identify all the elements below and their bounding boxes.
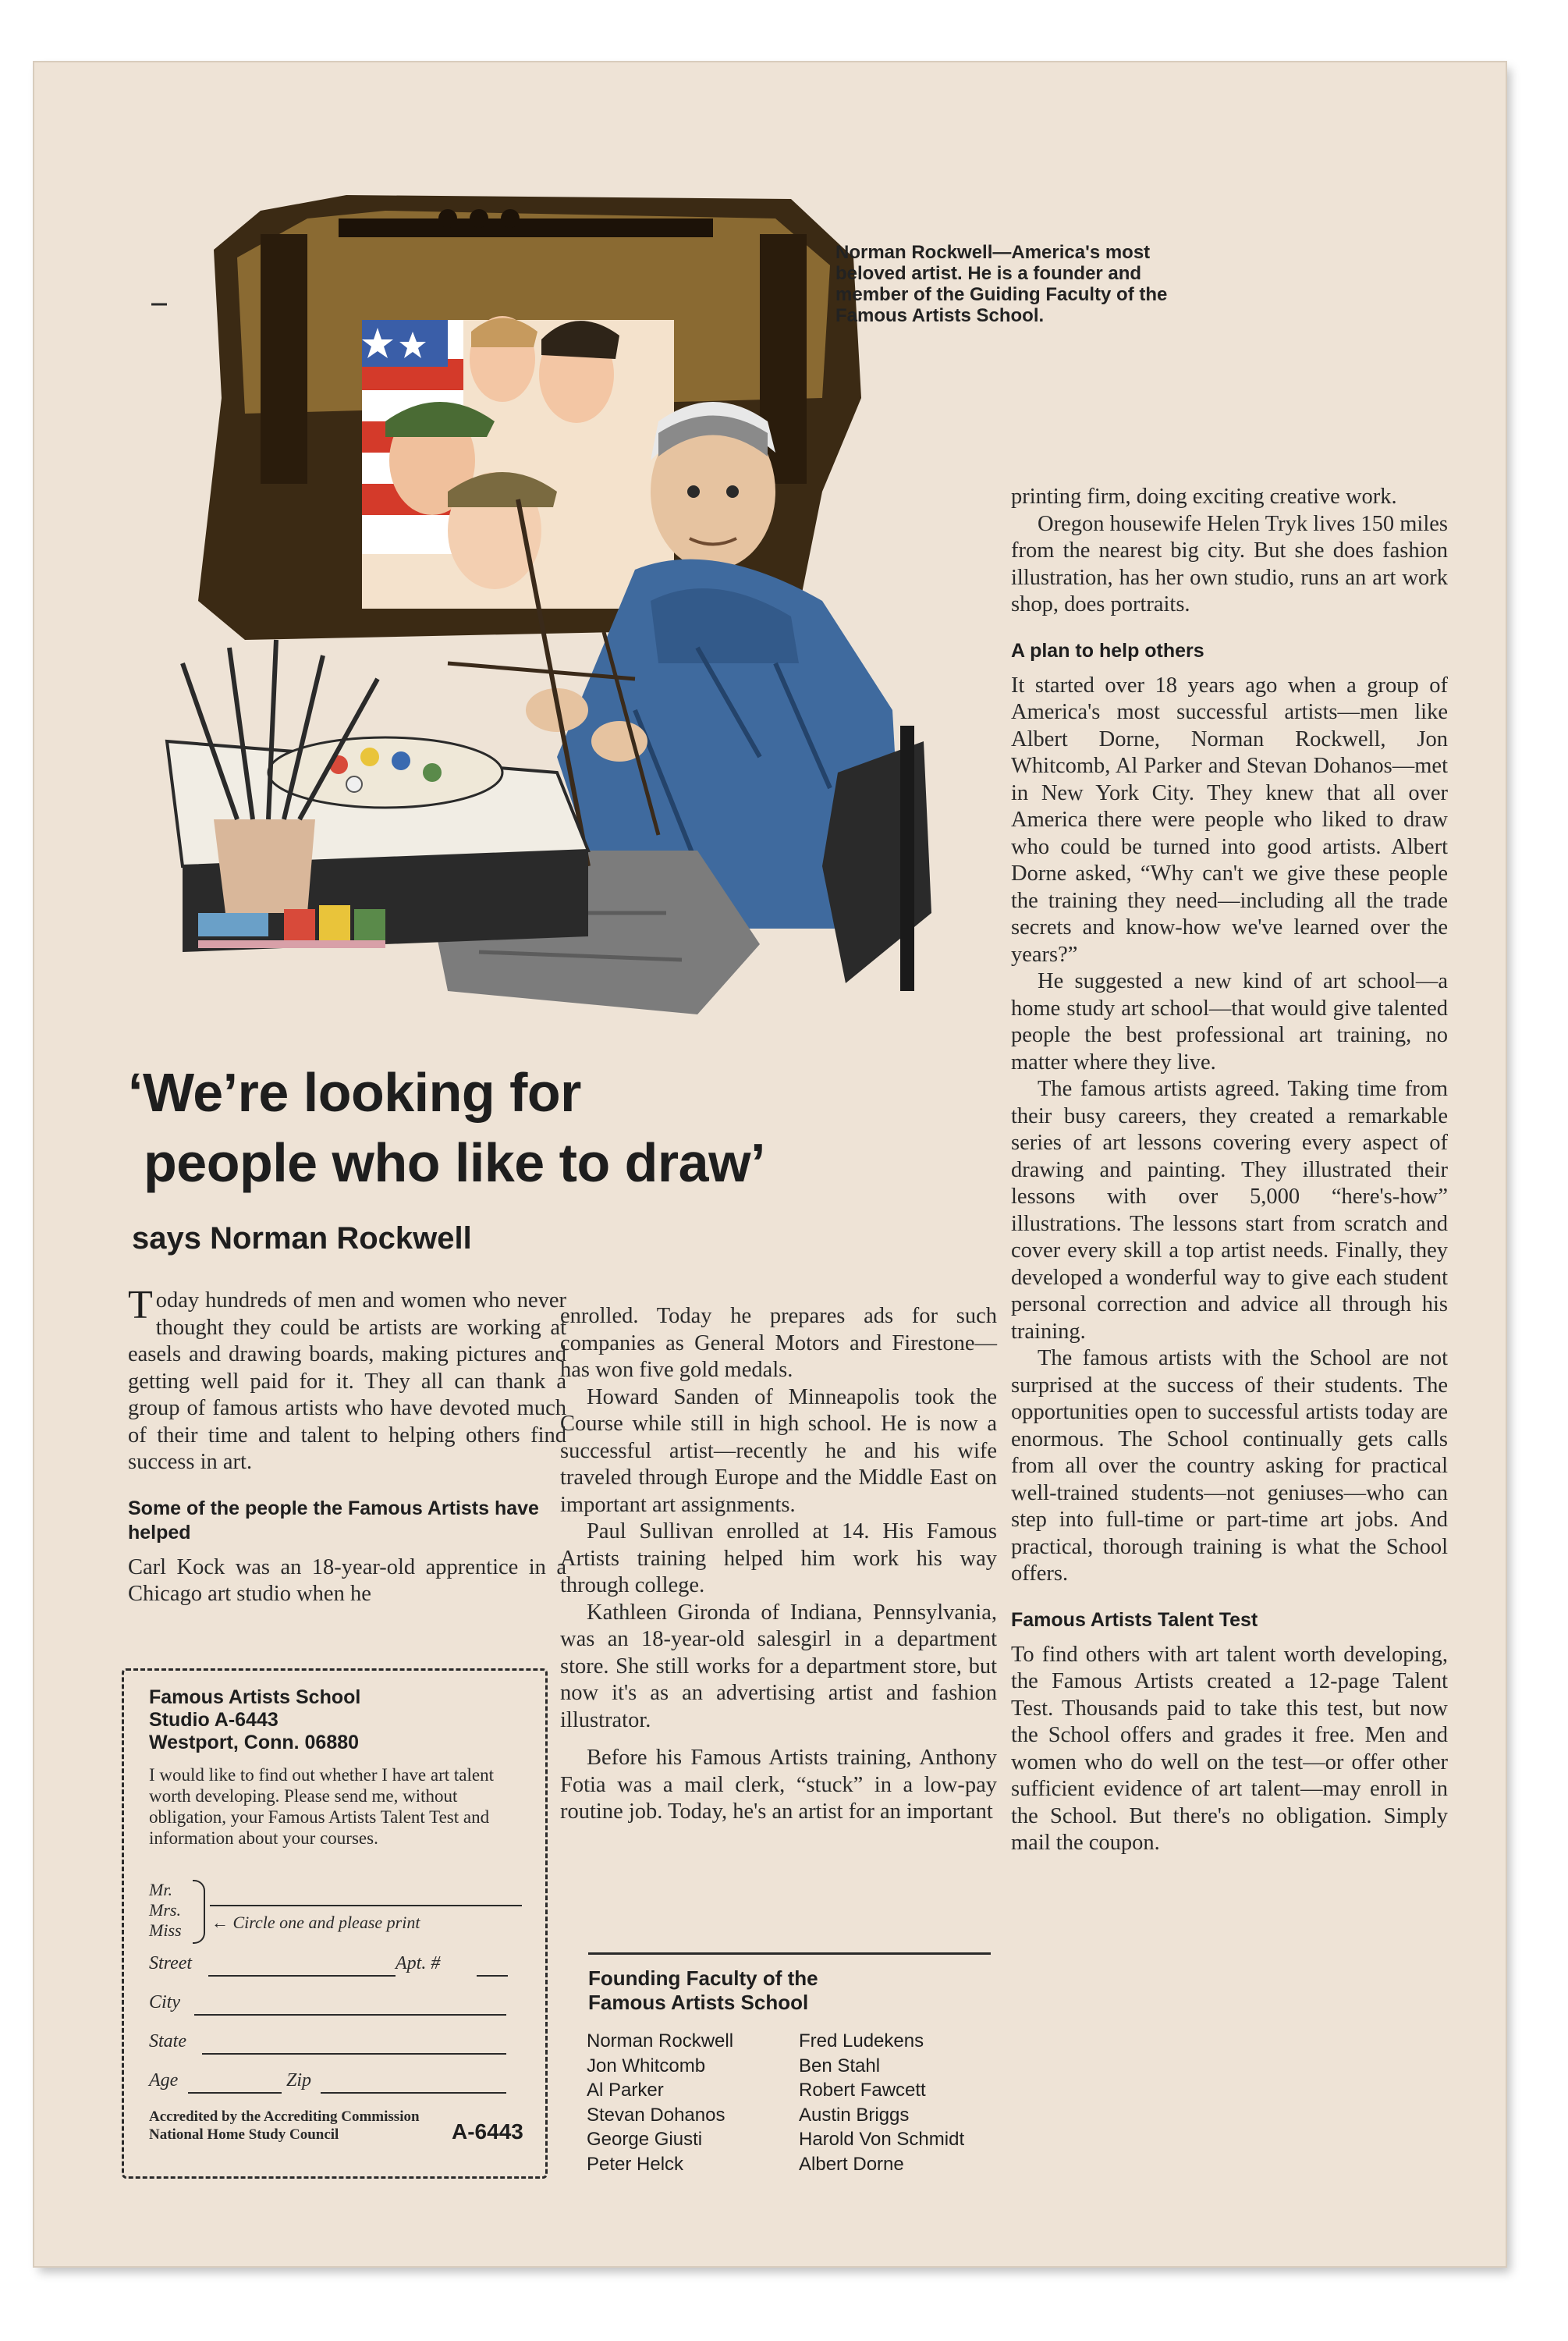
coupon-address (149, 1686, 523, 1754)
paragraph-fotia-cont: printing firm, doing exciting creative work. (1011, 485, 1397, 509)
accreditation-line-2: National Home Study Council (149, 2126, 339, 2143)
faculty-list-left (587, 2029, 733, 2176)
paragraph-carl-kock-cont: enrolled. Today he prepares ads for such companies as General Motors and Firestone—has won five gold medals. (560, 1304, 997, 1382)
age-label: Age (149, 2070, 179, 2091)
paragraph-home-study: He suggested a new kind of art school—a home study art school—that would give talented people the best professional art training, no matter where they live. (1011, 969, 1448, 1075)
title-brace (193, 1880, 205, 1944)
faculty-heading-line-2: Famous Artists School (588, 1991, 809, 2014)
intro-text: oday hundreds of men and women who never thought they could be artists are working at easels and drawing boards, making pictures and getting well paid for it. They all can thank a group of famous artists who have devoted much of their time and talent to helping others find success in art. (128, 1288, 566, 1474)
faculty-heading-line-1: Founding Faculty of the (588, 1966, 818, 1990)
subheadline: says Norman Rockwell (132, 1221, 472, 1256)
drop-cap: T (128, 1283, 153, 1327)
paragraph-kathleen-gironda: Kathleen Gironda of Indiana, Pennsylvania, was an 18-year-old salesgirl in a department store. She still works for a department store, but now it's as an advertising artist and fashion illustrator. (560, 1600, 997, 1732)
circle-note: ← Circle one and please print (211, 1913, 420, 1932)
illustration-caption: Norman Rockwell—America's most beloved artist. He is a founder and member of the Guiding Faculty of the Famous Artists School. (835, 242, 1168, 326)
state-field[interactable] (202, 2053, 506, 2055)
zip-field[interactable] (321, 2092, 506, 2094)
paragraph-helen-tryk: Oregon housewife Helen Tryk lives 150 miles from the nearest big city. But she does fashion illustration, has her own studio, runs an art work shop, does portraits. (1011, 511, 1448, 616)
paragraph-carl-kock: Carl Kock was an 18-year-old apprentice in a Chicago art studio when he (128, 1554, 566, 1606)
faculty-member: Norman Rockwell (587, 2030, 734, 2051)
faculty-heading (588, 1966, 994, 2015)
title-options[interactable] (149, 1880, 182, 1941)
section-heading-people-helped: Some of the people the Famous Artists have helped (128, 1497, 539, 1543)
coupon-school-name: Famous Artists School (149, 1686, 361, 1708)
title-mr[interactable]: Mr. (149, 1880, 172, 1899)
magazine-page (34, 62, 1506, 2266)
street-field[interactable] (208, 1975, 396, 1977)
coupon-city: Westport, Conn. 06880 (149, 1732, 360, 1753)
paragraph-talent-test: To find others with art talent worth developing, the Famous Artists created a 12-page Talent Test. Thousands paid to take this test, but now the School offers and grades it free. Men and women who do well on the test—or offer other sufficient evidence of art talent—may enroll in the School. But there's no obligation. Simply mail the coupon. (1011, 1642, 1448, 1855)
street-label: Street (149, 1953, 193, 1973)
headline-line-2: people who like to draw’ (144, 1132, 765, 1193)
paragraph-paul-sullivan: Paul Sullivan enrolled at 14. His Famous Artists training helped him work his way through college. (560, 1519, 997, 1597)
apt-field[interactable] (477, 1975, 508, 1977)
state-label: State (149, 2031, 186, 2051)
faculty-member: George Giusti (587, 2129, 703, 2150)
coupon-request-text: I would like to find out whether I have art talent worth developing. Please send me, without obligation, your Famous Artists Talent Test and information about your courses. (149, 1765, 494, 1848)
faculty-member: Jon Whitcomb (587, 2055, 706, 2076)
title-mrs[interactable]: Mrs. (149, 1900, 181, 1920)
text-column-3 (1011, 484, 1448, 1857)
apt-label: Apt. # (396, 1953, 441, 1973)
mail-in-coupon[interactable] (122, 1668, 548, 2179)
faculty-divider (588, 1952, 991, 1955)
paragraph-anthony-fotia: Before his Famous Artists training, Anthony Fotia was a mail clerk, “stuck” in a low-pay routine job. Today, he's an artist for an important (560, 1746, 997, 1824)
section-heading-talent-test: Famous Artists Talent Test (1011, 1608, 1258, 1631)
text-column-2 (560, 1303, 997, 1826)
paragraph-history: It started over 18 years ago when a group of America's most successful artists—men like Albert Dorne, Norman Rockwell, Jon Whitcomb, Al Parker and Stevan Dohanos—met in New York City. They knew that all over America there were people who liked to draw who could be turned into good artists. Albert Dorne asked, “Why can't we give these people the training they need—including all the trade secrets and know-how we've learned over the years?” (1011, 673, 1448, 967)
name-line[interactable] (210, 1905, 522, 1906)
coupon-code: A-6443 (452, 2119, 523, 2144)
paragraph-lessons: The famous artists agreed. Taking time from their busy careers, they created a remarkable series of art lessons covering every aspect of drawing and painting. They illustrated their lessons with over 5,000 “here's-how” illustrations. The lessons start from scratch and cover every skill a top artist needs. Finally, they developed a wonderful way to give each student personal correction and advice all through his training. (1011, 1077, 1448, 1344)
paragraph-opportunities: The famous artists with the School are not surprised at the success of their students. The opportunities open to successful artists today are enormous. The School continually gets calls from all over the country asking for practical well-trained students—not geniuses—who can step into full-time or part-time art jobs. And practical, thorough training is what the School offers. (1011, 1346, 1448, 1586)
faculty-member: Stevan Dohanos (587, 2104, 725, 2126)
faculty-list-right (799, 2029, 964, 2176)
paragraph-howard-sanden: Howard Sanden of Minneapolis took the Course while still in high school. He is now a successful artist—recently he and his wife traveled through Europe and the Middle East on important art assignments. (560, 1384, 997, 1517)
faculty-member: Robert Fawcett (799, 2080, 926, 2101)
headline (128, 1057, 986, 1198)
accreditation-line-1: Accredited by the Accrediting Commission (149, 2108, 420, 2125)
city-label: City (149, 1992, 180, 2012)
intro-paragraph (128, 1283, 566, 1476)
text-column-1 (128, 1283, 566, 1608)
headline-line-1: ‘We’re looking for (128, 1062, 581, 1123)
faculty-member: Fred Ludekens (799, 2030, 924, 2051)
faculty-member: Ben Stahl (799, 2055, 881, 2076)
faculty-member: Austin Briggs (799, 2104, 910, 2126)
faculty-member: Peter Helck (587, 2153, 684, 2175)
faculty-member: Al Parker (587, 2080, 664, 2101)
zip-label: Zip (286, 2070, 312, 2091)
faculty-member: Harold Von Schmidt (799, 2129, 965, 2150)
faculty-member: Albert Dorne (799, 2153, 904, 2175)
accreditation (149, 2108, 477, 2144)
title-miss[interactable]: Miss (149, 1920, 182, 1940)
city-field[interactable] (194, 2014, 506, 2016)
coupon-studio: Studio A-6443 (149, 1709, 278, 1731)
section-heading-plan: A plan to help others (1011, 639, 1204, 662)
age-field[interactable] (188, 2092, 282, 2094)
